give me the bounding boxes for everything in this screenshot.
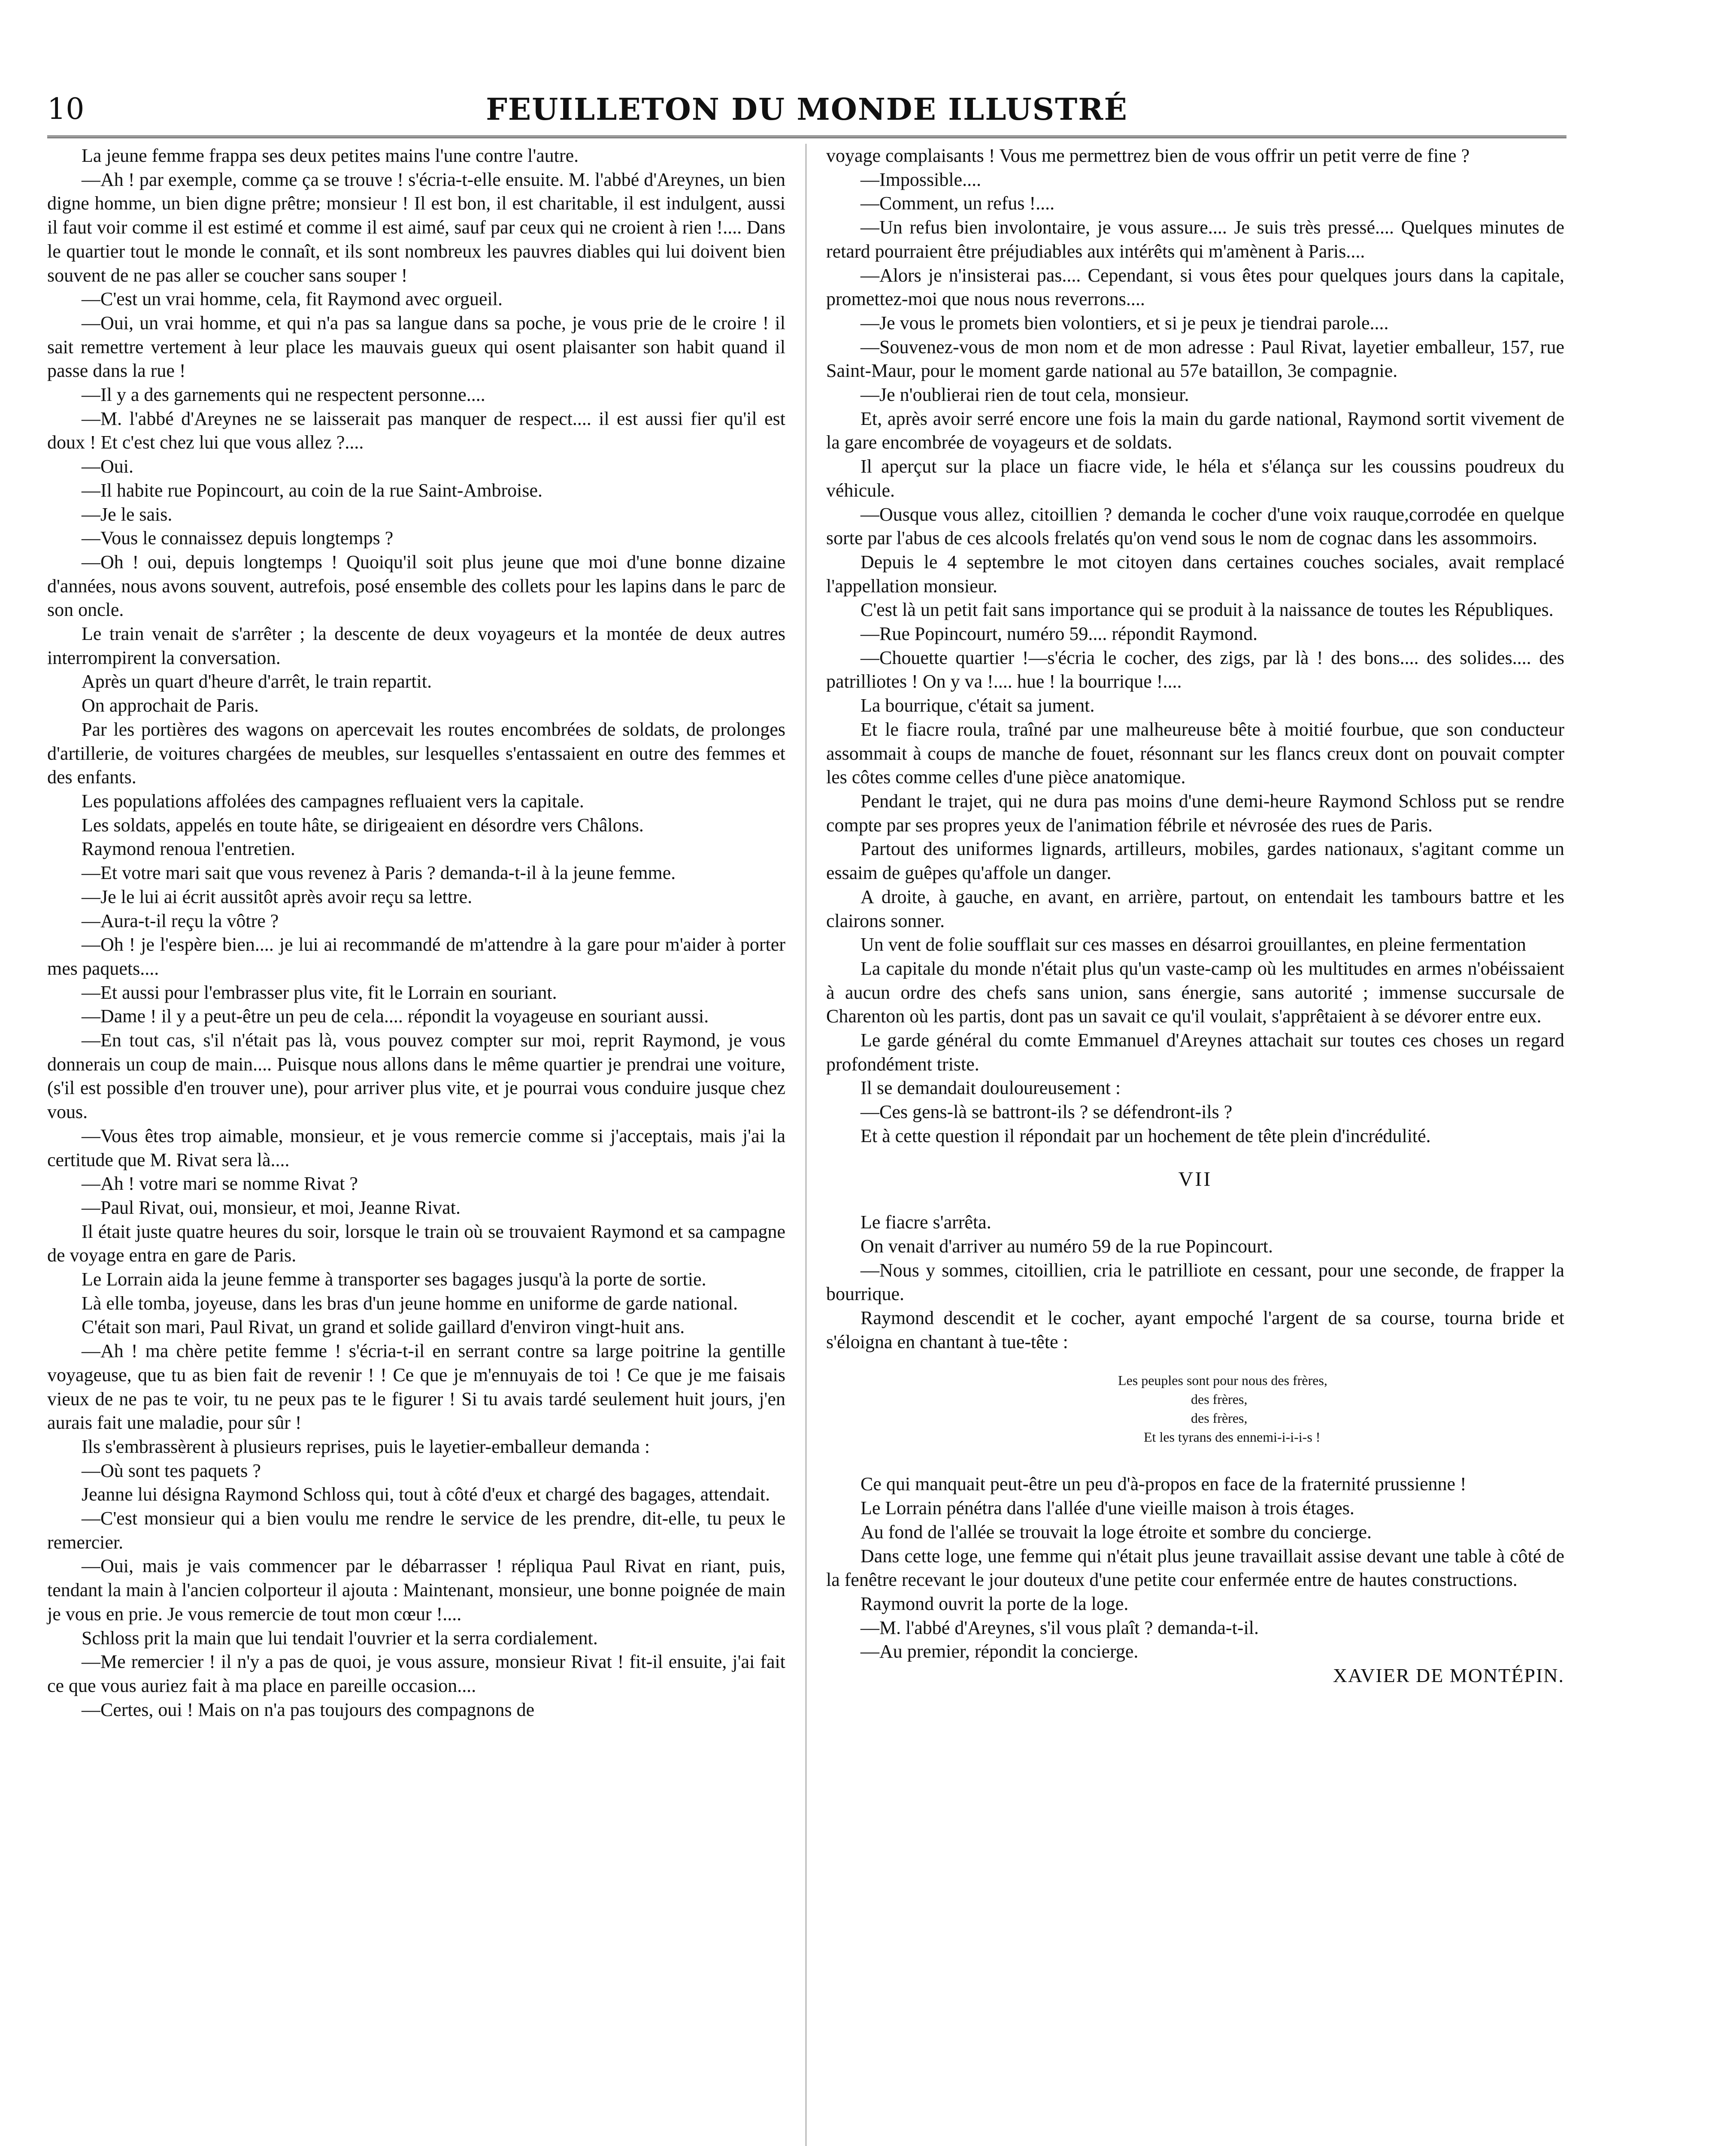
paragraph: —Vous êtes trop aimable, monsieur, et je vous remercie comme si j'acceptais, mais j'ai la certitude que M. Rivat sera là.... — [47, 1125, 785, 1170]
paragraph: —Me remercier ! il n'y a pas de quoi, je vous assure, monsieur Rivat ! fit-il ensuite, j'ai fait ce que vous auriez fait à ma place en pareille occasion.... — [47, 1651, 785, 1696]
paragraph: —Comment, un refus !.... — [860, 193, 1055, 214]
running-title: FEUILLETON DU MONDE ILLUSTRÉ — [486, 91, 1128, 127]
paragraph: Pendant le trajet, qui ne dura pas moins d'une demi-heure Raymond Schloss put se rendre compte par ses propres yeux de l'animation fébrile et névrosée des rues de Paris. — [826, 790, 1564, 836]
paragraph: —Où sont tes paquets ? — [82, 1460, 261, 1481]
paragraph: C'était son mari, Paul Rivat, un grand et solide gaillard d'environ vingt-huit ans. — [82, 1316, 685, 1338]
paragraph: —Je vous le promets bien volontiers, et si je peux je tiendrai parole.... — [860, 312, 1389, 333]
right-paragraphs-b — [826, 1210, 1564, 1354]
paragraph: —Je le lui ai écrit aussitôt après avoir reçu sa lettre. — [82, 886, 473, 907]
paragraph: Il aperçut sur la place un fiacre vide, le héla et s'élança sur les coussins poudreux du véhicule. — [826, 456, 1564, 501]
paragraph: —Rue Popincourt, numéro 59.... répondit Raymond. — [860, 623, 1258, 645]
paragraph: —En tout cas, s'il n'était pas là, vous pouvez compter sur moi, reprit Raymond, je vous donnerais un coup de main.... Puisque nous allons dans le même quartier je prendrai une voiture, (s'il est possible d'en trouver une), pour arriver plus vite, et je pourrai vous conduire jusque chez vous. — [47, 1030, 785, 1123]
paragraph: Et le fiacre roula, traîné par une malheureuse bête à moitié fourbue, que son conducteur assommait à coups de manche de fouet, résonnant sur les flancs creux dont on pouvait compter les côtes comme celles d'une pièce anatomique. — [826, 718, 1564, 788]
paragraph: Le garde général du comte Emmanuel d'Areynes attachait sur toutes ces choses un regard profondément triste. — [826, 1030, 1564, 1075]
paragraph: Là elle tomba, joyeuse, dans les bras d'un jeune homme en uniforme de garde national. — [82, 1292, 738, 1314]
paragraph: Le fiacre s'arrêta. — [860, 1212, 991, 1233]
paragraph: On venait d'arriver au numéro 59 de la rue Popincourt. — [860, 1235, 1273, 1257]
verse-line: des frères, — [1191, 1410, 1248, 1426]
paragraph: —Souvenez-vous de mon nom et de mon adresse : Paul Rivat, layetier emballeur, 157, rue Saint-Maur, pour le moment garde national au 57e bataillon, 3e compagnie. — [826, 336, 1564, 382]
paragraph: —Chouette quartier !—s'écria le cocher, des zigs, par là ! des bons.... des solides.... des patrilliotes ! On y va !.... hue ! la bourrique !.... — [826, 647, 1564, 692]
paragraph: Ils s'embrassèrent à plusieurs reprises, puis le layetier-emballeur demanda : — [82, 1436, 650, 1457]
paragraph: —M. l'abbé d'Areynes ne se laisserait pas manquer de respect.... il est aussi fier qu'il est doux ! Et c'est chez lui que vous allez ?.... — [47, 408, 785, 453]
header-rule — [47, 136, 1566, 138]
paragraph: —Oui, mais je vais commencer par le débarrasser ! répliqua Paul Rivat en riant, puis, tendant la main à l'ancien colporteur il ajouta : Maintenant, monsieur, une bonne poignée de main je vous en prie. Je vous remercie de tout mon cœur !.... — [47, 1555, 785, 1625]
paragraph: —Je le sais. — [82, 503, 173, 525]
paragraph: Ce qui manquait peut-être un peu d'à-propos en face de la fraternité prussienne ! — [860, 1473, 1466, 1495]
paragraph: —Ah ! par exemple, comme ça se trouve ! s'écria-t-elle ensuite. M. l'abbé d'Areynes, un bien digne homme, un bien digne prêtre; monsieur ! Il est bon, il est charitable, il est indulgent, aussi il faut voir comme il est estimé et comme il est aimé, sauf par ceux qui ne croient à rien !.... Dans le quartier tout le monde le connaît, et ils sont nombreux les pauvres diables qui lui doivent bien souvent de ne pas aller se coucher sans souper ! — [47, 169, 785, 286]
paragraph: —Et votre mari sait que vous revenez à Paris ? demanda-t-il à la jeune femme. — [82, 862, 676, 884]
paragraph: —Aura-t-il reçu la vôtre ? — [82, 910, 279, 931]
paragraph: Il était juste quatre heures du soir, lorsque le train où se trouvaient Raymond et sa campagne de voyage entra en gare de Paris. — [47, 1221, 785, 1266]
paragraph: —Oh ! je l'espère bien.... je lui ai recommandé de m'attendre à la gare pour m'aider à porter mes paquets.... — [47, 934, 785, 979]
paragraph: —Oui, un vrai homme, et qui n'a pas sa langue dans sa poche, je vous prie de le croire ! il sait remettre vertement à leur place les mauvais gueux qui osent plaisanter son habit quand il passe dans la rue ! — [47, 312, 785, 382]
paragraph: —Ces gens-là se battront-ils ? se défendront-ils ? — [860, 1101, 1233, 1123]
paragraph: —C'est monsieur qui a bien voulu me rendre le service de les prendre, dit-elle, tu peux le remercier. — [47, 1508, 785, 1553]
paragraph: Raymond descendit et le cocher, ayant empoché l'argent de sa course, tourna bride et s'éloigna en chantant à tue-tête : — [826, 1307, 1564, 1352]
paragraph: —Ah ! ma chère petite femme ! s'écria-t-il en serrant contre sa large poitrine la gentille voyageuse, que tu as bien fait de revenir ! ! Ce que je m'ennuyais de toi ! Ce que je me faisais vieux de ne pas te voir, tu ne peux pas te le figurer ! Si tu avais tardé seulement huit jours, j'en aurais fait une maladie, pour sûr ! — [47, 1340, 785, 1434]
continuation-paragraph: voyage complaisants ! Vous me permettrez bien de vous offrir un petit verre de fine ? — [826, 145, 1470, 166]
paragraph: A droite, à gauche, en avant, en arrière, partout, on entendait les tambours battre et les clairons sonner. — [826, 886, 1564, 931]
paragraph: Schloss prit la main que lui tendait l'ouvrier et la serra cordialement. — [82, 1627, 598, 1649]
paragraph: La jeune femme frappa ses deux petites mains l'une contre l'autre. — [82, 145, 579, 166]
author-signature: XAVIER DE MONTÉPIN. — [1333, 1664, 1564, 1687]
paragraph: Par les portières des wagons on apercevait les routes encombrées de soldats, de prolonges d'artillerie, de voitures chargées de meubles, sur lesquelles s'entassaient en outre des femmes et des enfants. — [47, 718, 785, 788]
paragraph: —Dame ! il y a peut-être un peu de cela.... répondit la voyageuse en souriant aussi. — [82, 1006, 709, 1027]
paragraph: Le Lorrain aida la jeune femme à transporter ses bagages jusqu'à la porte de sortie. — [82, 1269, 706, 1290]
right-paragraphs-a — [826, 168, 1564, 1148]
right-paragraphs-c — [826, 1472, 1564, 1664]
paragraph: Jeanne lui désigna Raymond Schloss qui, tout à côté d'eux et chargé des bagages, attendait. — [82, 1484, 770, 1505]
paragraph: Au fond de l'allée se trouvait la loge étroite et sombre du concierge. — [860, 1521, 1372, 1543]
paragraph: —Il habite rue Popincourt, au coin de la rue Saint-Ambroise. — [82, 479, 543, 501]
paragraph: —Paul Rivat, oui, monsieur, et moi, Jeanne Rivat. — [82, 1197, 461, 1218]
paragraph: Les soldats, appelés en toute hâte, se dirigeaient en désordre vers Châlons. — [82, 814, 644, 836]
paragraph: —M. l'abbé d'Areynes, s'il vous plaît ? demanda-t-il. — [860, 1617, 1259, 1638]
paragraph: —Nous y sommes, citoillien, cria le patrilliote en cessant, pour une seconde, de frapper la bourrique. — [826, 1259, 1564, 1305]
paragraph: Le Lorrain pénétra dans l'allée d'une vieille maison à trois étages. — [860, 1497, 1354, 1519]
paragraph: —Ousque vous allez, citoillien ? demanda le cocher d'une voix rauque,corrodée en quelque sorte par l'abus de ces alcools frelatés qu'on vend sous le nom de cognac dans les assommoirs. — [826, 503, 1564, 549]
paragraph: —Il y a des garnements qui ne respectent personne.... — [82, 384, 485, 406]
paragraph: Un vent de folie soufflait sur ces masses en désarroi grouillantes, en pleine fermentation — [860, 934, 1526, 955]
page-header — [47, 90, 1566, 137]
paragraph: —Je n'oublierai rien de tout cela, monsieur. — [860, 384, 1189, 406]
paragraph: Dans cette loge, une femme qui n'était plus jeune travaillait assise devant une table à côté de la fenêtre recevant le jour douteux d'une petite cour enfermée entre de hautes constructions. — [826, 1545, 1564, 1591]
paragraph: —Alors je n'insisterai pas.... Cependant, si vous êtes pour quelques jours dans la capitale, promettez-moi que nous nous reverrons.... — [826, 264, 1564, 310]
paragraph: —Impossible.... — [860, 169, 982, 190]
paragraph: —Oh ! oui, depuis longtemps ! Quoiqu'il soit plus jeune que moi d'une bonne dizaine d'années, nous avons souvent, autrefois, posé ensemble des collets pour les lapins dans le parc de son oncle. — [47, 551, 785, 621]
verse-line: Les peuples sont pour nous des frères, — [1118, 1373, 1327, 1388]
paragraph: —Et aussi pour l'embrasser plus vite, fit le Lorrain en souriant. — [82, 982, 557, 1003]
paragraph: —Vous le connaissez depuis longtemps ? — [82, 527, 394, 549]
paragraph: Partout des uniformes lignards, artilleurs, mobiles, gardes nationaux, s'agitant comme un essaim de guêpes qu'affole un danger. — [826, 838, 1564, 884]
paragraph: —Un refus bien involontaire, je vous assure.... Je suis très pressé.... Quelques minutes de retard pourraient être préjudiables aux intérêts qui m'amènent à Paris.... — [826, 217, 1564, 262]
paragraph: Raymond renoua l'entretien. — [82, 838, 295, 860]
verse-line: Et les tyrans des ennemi-i-i-i-s ! — [1144, 1429, 1321, 1445]
paragraph: Il se demandait douloureusement : — [860, 1077, 1121, 1099]
paragraph: —Au premier, répondit la concierge. — [860, 1641, 1139, 1662]
paragraph: —Oui. — [82, 456, 133, 477]
right-column — [826, 144, 1564, 1688]
paragraph: —C'est un vrai homme, cela, fit Raymond avec orgueil. — [82, 288, 503, 310]
paragraph: —Certes, oui ! Mais on n'a pas toujours des compagnons de — [82, 1699, 535, 1720]
left-column — [47, 144, 785, 1722]
page-number: 10 — [47, 92, 85, 126]
paragraph: Les populations affolées des campagnes refluaient vers la capitale. — [82, 790, 584, 812]
paragraph: La capitale du monde n'était plus qu'un vaste-camp où les multitudes en armes n'obéissaient à aucun ordre des chefs sans union, sans énergie, sans autorité ; immense succursale de Charenton où les partis, dont pas un savait ce qu'il voulait, s'apprêtaient à se dévorer entre eux. — [826, 958, 1564, 1027]
paragraph: Après un quart d'heure d'arrêt, le train repartit. — [82, 671, 432, 692]
paragraph: Et à cette question il répondait par un hochement de tête plein d'incrédulité. — [860, 1125, 1431, 1146]
paragraph: Et, après avoir serré encore une fois la main du garde national, Raymond sortit vivement de la gare encombrée de voyageurs et de soldats. — [826, 408, 1564, 453]
paragraph: La bourrique, c'était sa jument. — [860, 695, 1095, 716]
paragraph: Le train venait de s'arrêter ; la descente de deux voyageurs et la montée de deux autres interrompirent la conversation. — [47, 623, 785, 668]
verse-line: des frères, — [1191, 1391, 1248, 1407]
paragraph: On approchait de Paris. — [82, 695, 259, 716]
paragraph: Raymond ouvrit la porte de la loge. — [860, 1593, 1129, 1614]
paragraph: C'est là un petit fait sans importance qui se produit à la naissance de toutes les Républiques. — [860, 599, 1554, 621]
song-verse — [826, 1371, 1564, 1446]
paragraph: Depuis le 4 septembre le mot citoyen dans certaines couches sociales, avait remplacé l'appellation monsieur. — [826, 551, 1564, 597]
paragraph: —Ah ! votre mari se nomme Rivat ? — [82, 1173, 358, 1194]
newspaper-page — [47, 90, 1566, 2146]
section-heading: VII — [1178, 1167, 1212, 1191]
